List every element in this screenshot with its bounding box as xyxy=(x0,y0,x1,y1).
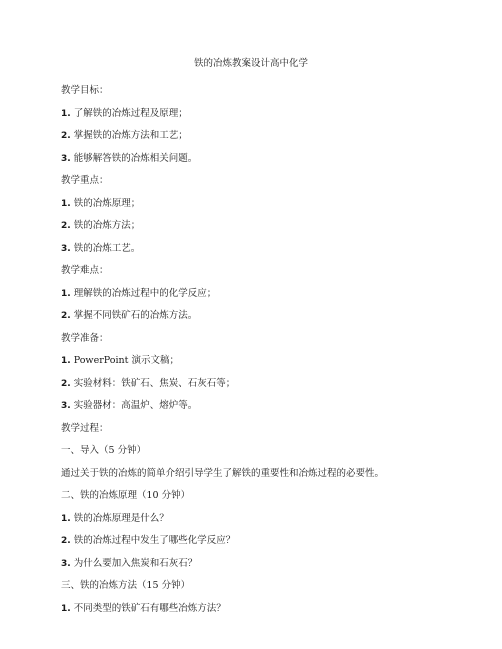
list-number: 2. xyxy=(61,131,71,141)
list-number: 1. xyxy=(61,604,71,614)
document-line xyxy=(61,580,190,592)
line-text: 铁的冶炼方法； xyxy=(70,220,141,231)
line-text: 掌握铁的冶炼方法和工艺； xyxy=(70,130,188,141)
list-number: 2. xyxy=(61,311,71,321)
document-line xyxy=(61,355,179,367)
line-text: 教学目标： xyxy=(61,85,109,96)
list-number: 1. xyxy=(61,356,71,366)
line-text: 实验器材：高温炉、熔炉等。 xyxy=(70,400,198,411)
line-text: 一、导入（5 分钟） xyxy=(61,445,147,456)
list-number: 1. xyxy=(61,289,71,299)
list-number: 2. xyxy=(61,379,71,389)
document-line xyxy=(61,490,190,502)
document-line xyxy=(61,198,140,210)
line-text: 实验材料：铁矿石、焦炭、石灰石等； xyxy=(70,378,236,389)
list-number: 3. xyxy=(61,244,71,254)
line-text: 铁的冶炼原理； xyxy=(70,198,141,209)
document-line xyxy=(61,423,109,435)
list-number: 3. xyxy=(61,154,71,164)
document-line xyxy=(61,310,197,322)
document-line xyxy=(61,243,140,255)
list-number: 1. xyxy=(61,514,71,524)
line-text: 教学难点： xyxy=(61,265,109,276)
line-text: PowerPoint 演示文稿； xyxy=(70,355,179,366)
document-line xyxy=(61,603,226,615)
line-text: 了解铁的冶炼过程及原理； xyxy=(70,108,188,119)
list-number: 2. xyxy=(61,536,71,546)
document-line xyxy=(61,108,188,120)
document-line xyxy=(61,535,235,547)
document-line xyxy=(61,400,197,412)
document-line xyxy=(61,288,216,300)
document-line xyxy=(61,378,235,390)
line-text: 教学准备： xyxy=(61,333,109,344)
document-line xyxy=(61,153,197,165)
line-text: 通过关于铁的冶炼的简单介绍引导学生了解铁的重要性和冶炼过程的必要性。 xyxy=(61,468,385,479)
line-text: 为什么要加入焦炭和石灰石？ xyxy=(70,558,198,569)
line-text: 二、铁的冶炼原理（10 分钟） xyxy=(61,490,191,501)
list-number: 3. xyxy=(61,559,71,569)
document-title: 铁的冶炼教案设计高中化学 xyxy=(193,58,308,69)
line-text: 铁的冶炼原理是什么？ xyxy=(70,513,169,524)
line-text: 掌握不同铁矿石的冶炼方法。 xyxy=(70,310,198,321)
document-line xyxy=(61,333,109,345)
line-text: 理解铁的冶炼过程中的化学反应； xyxy=(70,288,217,299)
list-number: 3. xyxy=(61,401,71,411)
document-line xyxy=(61,175,109,187)
document-line xyxy=(61,445,146,457)
document-line xyxy=(61,220,140,232)
document-line xyxy=(61,85,109,97)
list-number: 1. xyxy=(61,199,71,209)
line-text: 教学重点： xyxy=(61,175,109,186)
line-text: 能够解答铁的冶炼相关问题。 xyxy=(70,153,198,164)
list-number: 1. xyxy=(61,109,71,119)
list-number: 2. xyxy=(61,221,71,231)
line-text: 铁的冶炼工艺。 xyxy=(70,243,141,254)
line-text: 教学过程： xyxy=(61,423,109,434)
document-line xyxy=(61,130,188,142)
document-line xyxy=(61,558,197,570)
line-text: 铁的冶炼过程中发生了哪些化学反应？ xyxy=(70,535,236,546)
document-line xyxy=(61,513,169,525)
document-line xyxy=(61,468,384,480)
document-line xyxy=(61,265,109,277)
line-text: 不同类型的铁矿石有哪些冶炼方法？ xyxy=(70,603,226,614)
line-text: 三、铁的冶炼方法（15 分钟） xyxy=(61,580,191,591)
